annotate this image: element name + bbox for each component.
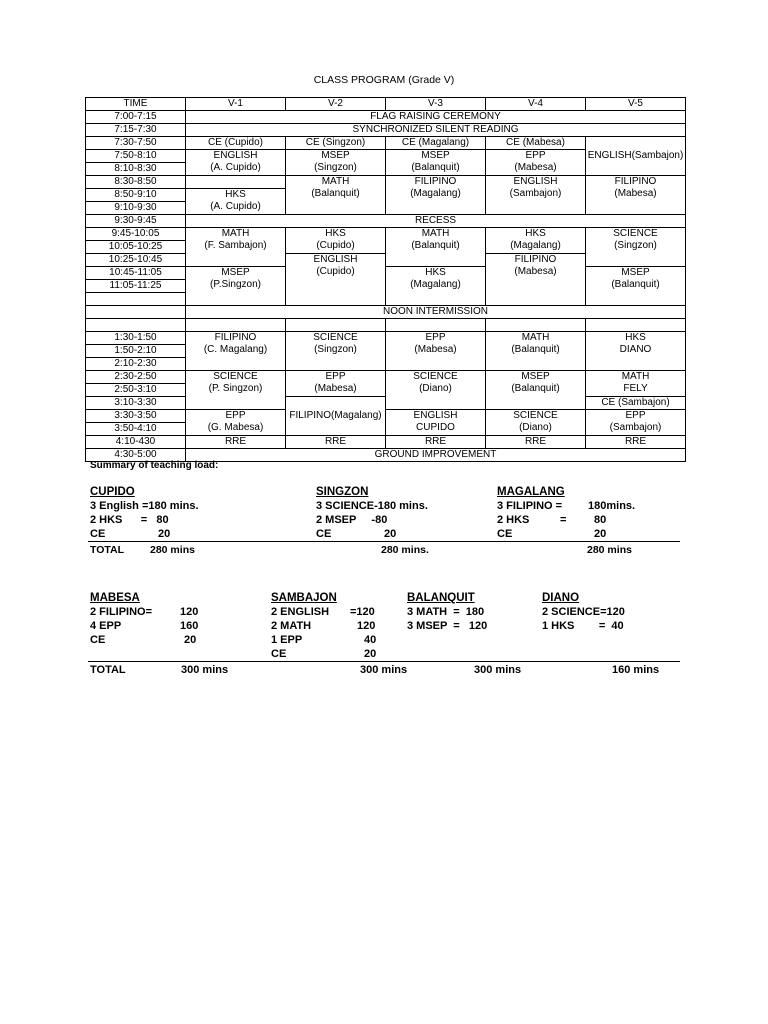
silent-reading-cell: SYNCHRONIZED SILENT READING bbox=[186, 124, 686, 137]
load-line bbox=[316, 527, 428, 541]
subject: ENGLISH bbox=[413, 409, 458, 421]
subject: SCIENCE bbox=[413, 370, 458, 382]
subject: HKS bbox=[425, 267, 446, 278]
class-cell bbox=[586, 228, 686, 267]
load-line bbox=[271, 647, 391, 661]
class-cell bbox=[486, 409, 586, 435]
class-cell bbox=[586, 331, 686, 370]
subject: MSEP bbox=[321, 150, 350, 161]
table-row bbox=[86, 267, 686, 280]
class-cell bbox=[486, 228, 586, 254]
load-value: 20 bbox=[364, 648, 377, 660]
table-row bbox=[86, 305, 686, 318]
teacher: (Balanquit) bbox=[511, 382, 560, 394]
class-cell bbox=[386, 176, 486, 215]
teacher-load-cupido bbox=[90, 485, 199, 541]
total-mabesa: 300 mins bbox=[181, 664, 229, 676]
load-line bbox=[271, 633, 391, 647]
total-diano: 160 mins bbox=[612, 664, 660, 676]
time-cell: 1:30-1:50 bbox=[86, 331, 186, 344]
subject: HKS bbox=[325, 228, 346, 239]
class-cell bbox=[586, 176, 686, 215]
class-cell bbox=[386, 409, 486, 435]
class-cell bbox=[286, 228, 386, 254]
total-sambajon: 300 mins bbox=[360, 664, 408, 676]
load-line: 3 SCIENCE-180 mins. bbox=[316, 500, 428, 512]
class-cell bbox=[286, 254, 386, 306]
time-cell: 2:30-2:50 bbox=[86, 370, 186, 383]
teacher: (Balanquit) bbox=[411, 240, 460, 251]
teacher-load-diano bbox=[542, 591, 625, 633]
time-cell: 3:50-4:10 bbox=[86, 422, 186, 435]
teacher-name: MABESA bbox=[90, 592, 140, 604]
load-line: 2 SCIENCE=120 bbox=[542, 606, 625, 618]
load-line bbox=[90, 633, 240, 647]
time-cell: 3:30-3:50 bbox=[86, 409, 186, 422]
divider bbox=[88, 661, 680, 662]
teacher: (C. Magalang) bbox=[203, 343, 268, 355]
subject: MATH bbox=[321, 176, 350, 187]
total-label: TOTAL bbox=[90, 664, 126, 676]
subject: FILIPINO bbox=[514, 254, 557, 265]
total-magalang: 280 mins bbox=[587, 544, 632, 556]
load-label: CE bbox=[271, 648, 287, 660]
subject: SCIENCE bbox=[513, 409, 558, 421]
load-line bbox=[271, 619, 391, 633]
table-row bbox=[86, 331, 686, 344]
subject: MSEP bbox=[621, 267, 650, 278]
teacher: (Sambajon) bbox=[509, 188, 562, 199]
class-cell bbox=[386, 370, 486, 409]
load-value: 80 bbox=[594, 514, 607, 526]
class-cell bbox=[286, 370, 386, 396]
divider bbox=[88, 541, 680, 542]
teacher: (Magalang) bbox=[410, 188, 461, 199]
class-cell: CE (Sambajon) bbox=[586, 396, 686, 409]
class-cell bbox=[186, 331, 286, 370]
class-cell: CE (Mabesa) bbox=[486, 137, 586, 150]
teacher: DIANO bbox=[619, 343, 652, 355]
class-cell bbox=[486, 150, 586, 176]
teacher: (Mabesa) bbox=[314, 382, 357, 394]
time-cell: 8:50-9:10 bbox=[86, 189, 186, 202]
page-title: CLASS PROGRAM (Grade V) bbox=[313, 74, 455, 86]
class-cell bbox=[486, 254, 586, 306]
time-cell: 7:50-8:10 bbox=[86, 150, 186, 163]
teacher: (A. Cupido) bbox=[210, 201, 261, 212]
subject: MATH bbox=[421, 228, 450, 239]
class-cell: CE (Magalang) bbox=[386, 137, 486, 150]
teacher: (P. Singzon) bbox=[208, 382, 263, 394]
class-cell: RRE bbox=[386, 435, 486, 448]
empty-cell bbox=[186, 318, 286, 331]
teacher: (Cupido) bbox=[316, 240, 355, 251]
load-label: 2 HKS = bbox=[497, 514, 567, 526]
load-label: 4 EPP bbox=[90, 620, 122, 632]
teacher: FELY bbox=[623, 382, 648, 394]
load-line: 3 English =180 mins. bbox=[90, 500, 199, 512]
class-cell: RRE bbox=[286, 435, 386, 448]
subject: EPP bbox=[425, 331, 446, 343]
header-v2: V-2 bbox=[286, 98, 386, 111]
teacher: (Magalang) bbox=[331, 409, 382, 421]
class-cell bbox=[586, 370, 686, 396]
teacher: (Sambajon) bbox=[631, 150, 684, 161]
class-cell bbox=[586, 267, 686, 306]
subject: MATH bbox=[621, 370, 650, 382]
subject: MSEP bbox=[421, 150, 450, 161]
teacher-name: SAMBAJON bbox=[271, 592, 337, 604]
load-value: 20 bbox=[158, 528, 171, 540]
class-cell bbox=[386, 331, 486, 370]
class-cell: CE (Singzon) bbox=[286, 137, 386, 150]
class-cell bbox=[486, 331, 586, 370]
time-cell: 10:45-11:05 bbox=[86, 267, 186, 280]
teacher-name: DIANO bbox=[542, 592, 580, 604]
table-row bbox=[86, 124, 686, 137]
class-cell bbox=[286, 150, 386, 176]
table-row bbox=[86, 111, 686, 124]
teacher: (Magalang) bbox=[410, 279, 461, 290]
teacher-load-singzon bbox=[316, 485, 428, 541]
subject: ENGLISH bbox=[313, 254, 358, 265]
teacher: (Diano) bbox=[519, 421, 552, 433]
class-cell bbox=[486, 370, 586, 409]
empty-cell bbox=[286, 318, 386, 331]
load-line: 1 HKS = 40 bbox=[542, 620, 624, 632]
teacher: (Balanquit) bbox=[311, 188, 360, 199]
subject: MATH bbox=[521, 331, 550, 343]
class-cell bbox=[486, 176, 586, 215]
time-cell: 9:10-9:30 bbox=[86, 202, 186, 215]
load-line bbox=[90, 605, 240, 619]
subject: MSEP bbox=[521, 370, 550, 382]
load-label: CE bbox=[90, 634, 106, 646]
load-value: 20 bbox=[184, 634, 197, 646]
teacher-name: BALANQUIT bbox=[407, 592, 475, 604]
subject: HKS bbox=[625, 331, 646, 343]
class-cell: CE (Cupido) bbox=[186, 137, 286, 150]
subject: EPP bbox=[525, 150, 546, 161]
class-cell bbox=[186, 228, 286, 267]
time-cell: 9:30-9:45 bbox=[86, 215, 186, 228]
class-cell bbox=[186, 370, 286, 409]
teacher: (Magalang) bbox=[510, 240, 561, 251]
header-v4: V-4 bbox=[486, 98, 586, 111]
load-value: 160 bbox=[180, 620, 199, 632]
time-cell: 4:10-430 bbox=[86, 435, 186, 448]
subject: SCIENCE bbox=[313, 331, 358, 343]
time-cell: 1:50-2:10 bbox=[86, 344, 186, 357]
subject: MSEP bbox=[221, 267, 250, 278]
time-cell: 3:10-3:30 bbox=[86, 396, 186, 409]
subject: ENGLISH bbox=[213, 150, 258, 161]
subject: FILIPINO bbox=[614, 176, 657, 187]
subject: EPP bbox=[625, 409, 646, 421]
time-cell bbox=[86, 318, 186, 331]
subject: FILIPINO bbox=[214, 331, 257, 343]
teacher: (Cupido) bbox=[316, 266, 355, 277]
load-label: CE bbox=[90, 528, 106, 540]
teacher: (Balanquit) bbox=[611, 279, 660, 290]
teacher: (Singzon) bbox=[314, 343, 357, 355]
teacher-load-magalang bbox=[497, 485, 667, 541]
load-label: CE bbox=[316, 528, 332, 540]
load-value: 180mins. bbox=[588, 500, 636, 512]
class-cell bbox=[186, 189, 286, 215]
class-cell bbox=[386, 267, 486, 306]
table-row bbox=[86, 137, 686, 150]
time-cell bbox=[86, 305, 186, 318]
table-row bbox=[86, 228, 686, 241]
empty-cell bbox=[586, 318, 686, 331]
class-cell bbox=[386, 228, 486, 267]
flag-raising-cell: FLAG RAISING CEREMONY bbox=[186, 111, 686, 124]
load-value: 20 bbox=[594, 528, 607, 540]
teacher: (Singzon) bbox=[314, 162, 357, 173]
load-label: 3 FILIPINO = bbox=[497, 500, 563, 512]
time-cell: 10:25-10:45 bbox=[86, 254, 186, 267]
time-cell: 2:10-2:30 bbox=[86, 357, 186, 370]
table-row bbox=[86, 435, 686, 448]
time-cell: 7:30-7:50 bbox=[86, 137, 186, 150]
table-row bbox=[86, 176, 686, 189]
subject: SCIENCE bbox=[213, 370, 258, 382]
load-line: 3 MATH = 180 bbox=[407, 606, 485, 618]
subject: EPP bbox=[225, 409, 246, 421]
subject: HKS bbox=[225, 189, 246, 200]
time-cell: 10:05-10:25 bbox=[86, 241, 186, 254]
subject: ENGLISH bbox=[513, 176, 558, 187]
class-cell bbox=[586, 409, 686, 435]
time-cell: 7:15-7:30 bbox=[86, 124, 186, 137]
class-cell bbox=[286, 396, 386, 435]
load-line bbox=[271, 605, 391, 619]
load-line: 3 MSEP = 120 bbox=[407, 620, 488, 632]
time-cell: 8:30-8:50 bbox=[86, 176, 186, 189]
load-value: 20 bbox=[384, 528, 397, 540]
load-line bbox=[90, 527, 199, 541]
teacher: (Mabesa) bbox=[414, 343, 457, 355]
time-cell bbox=[86, 293, 186, 306]
subject: MATH bbox=[221, 228, 250, 239]
class-program-table bbox=[85, 97, 686, 462]
time-cell: 7:00-7:15 bbox=[86, 111, 186, 124]
subject: FILIPINO bbox=[289, 409, 332, 421]
class-cell: RRE bbox=[586, 435, 686, 448]
class-cell bbox=[386, 150, 486, 176]
teacher-name: CUPIDO bbox=[90, 486, 135, 498]
class-cell: RRE bbox=[486, 435, 586, 448]
teacher: (Diano) bbox=[419, 382, 452, 394]
teacher: (Sambajon) bbox=[609, 421, 662, 433]
class-cell bbox=[186, 267, 286, 306]
load-value: 120 bbox=[180, 606, 199, 618]
load-label: 1 EPP bbox=[271, 634, 303, 646]
load-line bbox=[497, 499, 667, 513]
load-label: CE bbox=[497, 528, 513, 540]
subject: HKS bbox=[525, 228, 546, 239]
header-v1: V-1 bbox=[186, 98, 286, 111]
class-cell bbox=[186, 409, 286, 435]
load-line bbox=[497, 527, 667, 541]
header-v5: V-5 bbox=[586, 98, 686, 111]
class-cell: RRE bbox=[186, 435, 286, 448]
teacher: (P.Singzon) bbox=[210, 279, 261, 290]
load-value: 120 bbox=[357, 620, 376, 632]
table-row bbox=[86, 318, 686, 331]
teacher: (Singzon) bbox=[614, 240, 657, 251]
load-label: 2 MATH bbox=[271, 620, 312, 632]
load-label: 2 ENGLISH bbox=[271, 606, 330, 618]
class-cell bbox=[286, 176, 386, 215]
load-line: 2 HKS = 80 bbox=[90, 514, 169, 526]
class-cell bbox=[286, 331, 386, 370]
table-header-row bbox=[86, 98, 686, 111]
class-cell bbox=[186, 150, 286, 176]
header-v3: V-3 bbox=[386, 98, 486, 111]
subject: FILIPINO bbox=[414, 176, 457, 187]
load-label: 2 FILIPINO= bbox=[90, 606, 153, 618]
table-row bbox=[86, 215, 686, 228]
total-cupido: 280 mins bbox=[150, 544, 195, 556]
load-line bbox=[90, 619, 240, 633]
teacher: (Balanquit) bbox=[411, 162, 460, 173]
time-cell: 8:10-8:30 bbox=[86, 163, 186, 176]
time-cell: 2:50-3:10 bbox=[86, 383, 186, 396]
teacher: (Mabesa) bbox=[514, 266, 557, 277]
teacher-load-mabesa bbox=[90, 591, 240, 647]
teacher-name: MAGALANG bbox=[497, 486, 565, 498]
subject: EPP bbox=[325, 370, 346, 382]
noon-intermission-cell: NOON INTERMISSION bbox=[186, 305, 686, 318]
load-value: =120 bbox=[350, 606, 375, 618]
load-value: 40 bbox=[364, 634, 377, 646]
teacher: CUPIDO bbox=[416, 421, 455, 433]
teacher: (F. Sambajon) bbox=[204, 240, 267, 251]
load-line: 2 MSEP -80 bbox=[316, 514, 388, 526]
class-cell bbox=[586, 137, 686, 176]
teacher: (Mabesa) bbox=[514, 162, 557, 173]
time-cell: 11:05-11:25 bbox=[86, 280, 186, 293]
empty-cell bbox=[486, 318, 586, 331]
time-cell: 9:45-10:05 bbox=[86, 228, 186, 241]
ground-improvement-cell: GROUND IMPROVEMENT bbox=[186, 448, 686, 461]
summary-heading: Summary of teaching load: bbox=[90, 460, 219, 471]
teacher: (Balanquit) bbox=[511, 343, 560, 355]
teacher: (Mabesa) bbox=[614, 188, 657, 199]
teacher-load-sambajon bbox=[271, 591, 391, 661]
empty-cell bbox=[186, 176, 286, 189]
teacher-load-balanquit bbox=[407, 591, 487, 633]
total-label: TOTAL bbox=[90, 544, 125, 556]
teacher: (G. Mabesa) bbox=[207, 421, 264, 433]
total-singzon: 280 mins. bbox=[381, 544, 429, 556]
recess-cell: RECESS bbox=[186, 215, 686, 228]
header-time: TIME bbox=[86, 98, 186, 111]
empty-cell bbox=[386, 318, 486, 331]
teacher-name: SINGZON bbox=[316, 486, 369, 498]
table-row bbox=[86, 370, 686, 383]
subject: ENGLISH bbox=[587, 150, 632, 161]
table-row bbox=[86, 409, 686, 422]
total-balanquit: 300 mins bbox=[474, 664, 522, 676]
load-line bbox=[497, 513, 667, 527]
time-cell: 4:30-5:00 bbox=[86, 448, 186, 461]
subject: SCIENCE bbox=[613, 228, 658, 239]
teacher: (A. Cupido) bbox=[210, 162, 261, 173]
